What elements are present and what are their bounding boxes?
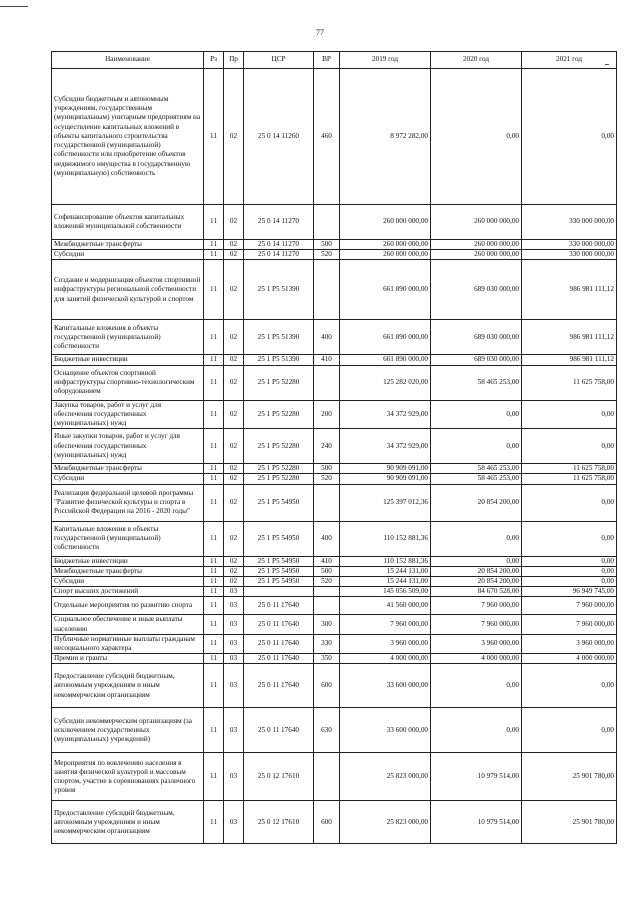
row-pr: 03	[224, 634, 244, 653]
row-csr: 25 0 14 11270	[244, 250, 314, 260]
row-2020: 10 979 514,00	[431, 801, 522, 844]
row-2020: 20 854 200,00	[431, 484, 522, 521]
row-pr: 03	[224, 801, 244, 844]
row-2021: 96 949 745,00	[522, 587, 617, 597]
row-csr: 25 0 12 17610	[244, 801, 314, 844]
row-pr: 03	[224, 664, 244, 708]
row-csr: 25 1 P5 51390	[244, 320, 314, 355]
row-2021: 0,00	[522, 69, 617, 205]
row-2021: 0,00	[522, 664, 617, 708]
row-vr	[314, 260, 340, 320]
row-name: Предоставление субсидий бюджетным, автономным учреждениям и иным некоммерческим организациям	[52, 801, 204, 844]
row-pr: 02	[224, 250, 244, 260]
row-vr: 500	[314, 464, 340, 474]
table-row	[52, 566, 617, 576]
row-2020: 84 670 528,00	[431, 587, 522, 597]
row-rz: 11	[204, 240, 224, 250]
table-row	[52, 753, 617, 801]
row-name: Отдельные мероприятия по развитию спорта	[52, 597, 204, 615]
row-2021: 4 000 000,00	[522, 654, 617, 664]
table-row	[52, 556, 617, 566]
row-rz: 11	[204, 556, 224, 566]
row-vr: 520	[314, 474, 340, 484]
row-pr: 02	[224, 320, 244, 355]
row-pr: 02	[224, 566, 244, 576]
row-2020: 0,00	[431, 69, 522, 205]
row-2021: 7 960 000,00	[522, 615, 617, 634]
row-2019: 125 397 012,36	[340, 484, 431, 521]
table-row	[52, 801, 617, 844]
row-2020: 260 000 000,00	[431, 205, 522, 240]
row-2020: 0,00	[431, 429, 522, 464]
row-2020: 10 979 514,00	[431, 753, 522, 801]
row-2019: 15 244 131,00	[340, 577, 431, 587]
row-2019: 125 282 020,00	[340, 365, 431, 400]
row-name: Субсидии бюджетным и автономным учреждениям, государственным (муниципальным) унитарным предприятиям на осуществление капитальных вложений в объекты капитального строительства государственной (муниципальной) собственности или приобретение объектов недвижимого имущества в государственную (муниципальную) собственность	[52, 69, 204, 205]
row-2021: 0,00	[522, 484, 617, 521]
row-name: Социальное обеспечение и иные выплаты населению	[52, 615, 204, 634]
row-2019: 3 960 000,00	[340, 634, 431, 653]
row-rz: 11	[204, 365, 224, 400]
row-rz: 11	[204, 587, 224, 597]
header-csr: ЦСР	[244, 52, 314, 69]
row-csr	[244, 587, 314, 597]
row-2019: 25 823 000,00	[340, 753, 431, 801]
row-2019: 260 000 000,00	[340, 240, 431, 250]
row-pr: 02	[224, 577, 244, 587]
row-2020: 689 030 000,00	[431, 355, 522, 365]
row-2020: 58 465 253,00	[431, 464, 522, 474]
table-row	[52, 365, 617, 400]
row-name: Спорт высших достижений	[52, 587, 204, 597]
row-name: Капитальные вложения в объекты государственной (муниципальной) собственности	[52, 320, 204, 355]
row-name: Оснащение объектов спортивной инфраструктуры спортивно-технологическим оборудованием	[52, 365, 204, 400]
table-row	[52, 260, 617, 320]
table-row	[52, 664, 617, 708]
row-csr: 25 1 P5 52280	[244, 474, 314, 484]
row-csr: 25 0 11 17640	[244, 664, 314, 708]
table-row	[52, 484, 617, 521]
scan-edge-mark	[0, 0, 28, 7]
row-vr: 350	[314, 654, 340, 664]
row-name: Реализация федеральной целевой программы "Развитие физической культуры и спорта в Российской Федерации на 2016 - 2020 годы"	[52, 484, 204, 521]
row-rz: 11	[204, 654, 224, 664]
row-2019: 145 056 509,00	[340, 587, 431, 597]
budget-table	[51, 51, 617, 844]
row-2021: 330 000 000,00	[522, 240, 617, 250]
row-2021: 0,00	[522, 577, 617, 587]
row-2021: 0,00	[522, 429, 617, 464]
table-row	[52, 615, 617, 634]
table-body	[52, 69, 617, 844]
row-2019: 260 000 000,00	[340, 205, 431, 240]
table-row	[52, 577, 617, 587]
table-header-row	[52, 52, 617, 69]
row-name: Субсидии	[52, 250, 204, 260]
row-pr: 03	[224, 615, 244, 634]
row-vr: 600	[314, 664, 340, 708]
row-rz: 11	[204, 801, 224, 844]
row-2019: 33 600 000,00	[340, 708, 431, 753]
row-pr: 03	[224, 597, 244, 615]
row-name: Закупка товаров, работ и услуг для обеспечения государственных (муниципальных) нужд	[52, 400, 204, 429]
row-2019: 8 972 282,00	[340, 69, 431, 205]
row-name: Капитальные вложения в объекты государственной (муниципальной) собственности	[52, 521, 204, 556]
row-2019: 41 560 000,00	[340, 597, 431, 615]
row-2020: 689 030 000,00	[431, 320, 522, 355]
row-vr	[314, 484, 340, 521]
row-csr: 25 1 P5 54950	[244, 484, 314, 521]
header-pr: Пр	[224, 52, 244, 69]
row-2020: 260 000 000,00	[431, 250, 522, 260]
header-name: Наименование	[52, 52, 204, 69]
row-name: Мероприятия по вовлечению населения в занятия физической культурой и массовым спортом, участие в соревнованиях различного уровня	[52, 753, 204, 801]
row-2019: 15 244 131,00	[340, 566, 431, 576]
row-vr: 520	[314, 250, 340, 260]
row-rz: 11	[204, 429, 224, 464]
row-2021: 11 625 758,00	[522, 365, 617, 400]
row-2021: 986 981 111,12	[522, 320, 617, 355]
row-vr: 240	[314, 429, 340, 464]
header-vr: ВР	[314, 52, 340, 69]
row-name: Бюджетные инвестиции	[52, 556, 204, 566]
row-name: Софинансирование объектов капитальных вложений муниципальной собственности	[52, 205, 204, 240]
row-2020: 4 000 000,00	[431, 654, 522, 664]
row-name: Межбюджетные трансферты	[52, 240, 204, 250]
row-pr: 02	[224, 464, 244, 474]
row-vr	[314, 753, 340, 801]
table-row	[52, 205, 617, 240]
row-vr: 410	[314, 355, 340, 365]
row-vr: 300	[314, 615, 340, 634]
row-vr: 630	[314, 708, 340, 753]
row-rz: 11	[204, 464, 224, 474]
row-vr	[314, 205, 340, 240]
row-rz: 11	[204, 521, 224, 556]
row-name: Межбюджетные трансферты	[52, 464, 204, 474]
row-csr: 25 0 12 17610	[244, 753, 314, 801]
row-rz: 11	[204, 597, 224, 615]
row-vr: 460	[314, 69, 340, 205]
row-vr	[314, 597, 340, 615]
table-row	[52, 320, 617, 355]
row-vr: 400	[314, 521, 340, 556]
row-rz: 11	[204, 250, 224, 260]
table-row	[52, 69, 617, 205]
row-2020: 260 000 000,00	[431, 240, 522, 250]
row-2019: 25 823 000,00	[340, 801, 431, 844]
table-row	[52, 654, 617, 664]
row-csr: 25 1 P5 52280	[244, 365, 314, 400]
row-pr: 02	[224, 240, 244, 250]
row-pr: 02	[224, 365, 244, 400]
row-2019: 4 000 000,00	[340, 654, 431, 664]
table-row	[52, 250, 617, 260]
header-2020: 2020 год	[431, 52, 522, 69]
row-2020: 0,00	[431, 521, 522, 556]
row-rz: 11	[204, 355, 224, 365]
row-csr: 25 0 11 17640	[244, 615, 314, 634]
row-csr: 25 1 P5 52280	[244, 464, 314, 474]
row-pr: 03	[224, 587, 244, 597]
row-rz: 11	[204, 69, 224, 205]
row-csr: 25 0 14 11270	[244, 240, 314, 250]
row-2020: 7 960 000,00	[431, 597, 522, 615]
row-2021: 7 960 000,00	[522, 597, 617, 615]
row-name: Межбюджетные трансферты	[52, 566, 204, 576]
row-csr: 25 1 P5 54950	[244, 566, 314, 576]
row-rz: 11	[204, 566, 224, 576]
row-csr: 25 0 14 11270	[244, 205, 314, 240]
page-number: 77	[316, 28, 324, 37]
row-2019: 34 372 929,00	[340, 429, 431, 464]
row-rz: 11	[204, 708, 224, 753]
row-pr: 02	[224, 355, 244, 365]
row-csr: 25 1 P5 52280	[244, 400, 314, 429]
row-2021: 986 981 111,12	[522, 355, 617, 365]
row-vr: 330	[314, 634, 340, 653]
row-2019: 34 372 929,00	[340, 400, 431, 429]
row-2020: 20 854 200,00	[431, 577, 522, 587]
row-2021: 330 000 000,00	[522, 250, 617, 260]
row-2020: 3 960 000,00	[431, 634, 522, 653]
row-vr	[314, 587, 340, 597]
table-row	[52, 634, 617, 653]
row-vr: 500	[314, 566, 340, 576]
row-name: Субсидии	[52, 474, 204, 484]
row-name: Предоставление субсидий бюджетным, автономным учреждениям и иным некоммерческим организациям	[52, 664, 204, 708]
row-pr: 02	[224, 400, 244, 429]
row-pr: 02	[224, 205, 244, 240]
row-2019: 661 890 000,00	[340, 355, 431, 365]
row-2019: 110 152 881,36	[340, 556, 431, 566]
row-pr: 02	[224, 474, 244, 484]
row-name: Иные закупки товаров, работ и услуг для обеспечения государственных (муниципальных) нужд	[52, 429, 204, 464]
header-2019: 2019 год	[340, 52, 431, 69]
row-2021: 25 901 780,00	[522, 801, 617, 844]
row-csr: 25 1 P5 54950	[244, 556, 314, 566]
row-2020: 0,00	[431, 400, 522, 429]
row-pr: 02	[224, 69, 244, 205]
row-2019: 661 890 000,00	[340, 320, 431, 355]
table-row	[52, 400, 617, 429]
row-csr: 25 1 P5 54950	[244, 521, 314, 556]
row-2021: 3 960 000,00	[522, 634, 617, 653]
table-row	[52, 587, 617, 597]
row-rz: 11	[204, 615, 224, 634]
row-rz: 11	[204, 205, 224, 240]
row-name: Субсидии некоммерческим организациям (за исключением государственных (муниципальных) учреждений)	[52, 708, 204, 753]
row-csr: 25 1 P5 51390	[244, 355, 314, 365]
row-pr: 02	[224, 429, 244, 464]
row-rz: 11	[204, 664, 224, 708]
row-2019: 90 909 091,00	[340, 464, 431, 474]
row-2021: 0,00	[522, 400, 617, 429]
row-csr: 25 0 11 17640	[244, 634, 314, 653]
row-2021: 0,00	[522, 556, 617, 566]
row-pr: 02	[224, 521, 244, 556]
row-rz: 11	[204, 474, 224, 484]
row-vr: 200	[314, 400, 340, 429]
row-vr: 410	[314, 556, 340, 566]
row-rz: 11	[204, 577, 224, 587]
row-csr: 25 0 11 17640	[244, 597, 314, 615]
row-name: Публичные нормативные выплаты гражданам несоциального характера	[52, 634, 204, 653]
row-csr: 25 1 P5 51390	[244, 260, 314, 320]
row-2021: 330 000 000,00	[522, 205, 617, 240]
row-pr: 02	[224, 260, 244, 320]
row-rz: 11	[204, 320, 224, 355]
row-2021: 0,00	[522, 521, 617, 556]
table-row	[52, 521, 617, 556]
table-row	[52, 429, 617, 464]
row-2019: 33 600 000,00	[340, 664, 431, 708]
row-2020: 0,00	[431, 708, 522, 753]
row-2021: 0,00	[522, 708, 617, 753]
row-rz: 11	[204, 260, 224, 320]
table-row	[52, 708, 617, 753]
row-csr: 25 0 11 17640	[244, 708, 314, 753]
row-pr: 03	[224, 753, 244, 801]
row-2020: 689 030 000,00	[431, 260, 522, 320]
row-2021: 25 901 780,00	[522, 753, 617, 801]
row-2019: 661 890 000,00	[340, 260, 431, 320]
row-2020: 58 465 253,00	[431, 365, 522, 400]
row-2021: 0,00	[522, 566, 617, 576]
row-2019: 260 000 000,00	[340, 250, 431, 260]
row-pr: 02	[224, 556, 244, 566]
row-2021: 986 981 111,12	[522, 260, 617, 320]
row-2019: 7 960 000,00	[340, 615, 431, 634]
row-csr: 25 1 P5 54950	[244, 577, 314, 587]
row-vr: 520	[314, 577, 340, 587]
row-rz: 11	[204, 634, 224, 653]
row-2020: 0,00	[431, 664, 522, 708]
table-row	[52, 597, 617, 615]
row-csr: 25 0 14 11260	[244, 69, 314, 205]
row-2021: 11 625 758,00	[522, 464, 617, 474]
row-name: Бюджетные инвестиции	[52, 355, 204, 365]
row-2020: 20 854 200,00	[431, 566, 522, 576]
row-vr: 500	[314, 240, 340, 250]
row-rz: 11	[204, 400, 224, 429]
header-2021: 2021 год	[522, 52, 617, 69]
row-vr: 600	[314, 801, 340, 844]
row-csr: 25 1 P5 52280	[244, 429, 314, 464]
row-2021: 11 625 758,00	[522, 474, 617, 484]
row-vr	[314, 365, 340, 400]
table-row	[52, 464, 617, 474]
row-2020: 7 960 000,00	[431, 615, 522, 634]
table-row	[52, 474, 617, 484]
row-vr: 400	[314, 320, 340, 355]
row-csr: 25 0 11 17640	[244, 654, 314, 664]
header-rz: Рз	[204, 52, 224, 69]
row-2020: 58 465 253,00	[431, 474, 522, 484]
row-2020: 0,00	[431, 556, 522, 566]
row-name: Создание и модернизация объектов спортивной инфраструктуры региональной собственности для занятий физической культурой и спортом	[52, 260, 204, 320]
row-name: Премии и гранты	[52, 654, 204, 664]
row-pr: 02	[224, 484, 244, 521]
row-2019: 110 152 881,36	[340, 521, 431, 556]
table-row	[52, 240, 617, 250]
row-name: Субсидии	[52, 577, 204, 587]
row-rz: 11	[204, 753, 224, 801]
row-pr: 03	[224, 708, 244, 753]
row-pr: 03	[224, 654, 244, 664]
row-rz: 11	[204, 484, 224, 521]
row-2019: 90 909 091,00	[340, 474, 431, 484]
table-row	[52, 355, 617, 365]
